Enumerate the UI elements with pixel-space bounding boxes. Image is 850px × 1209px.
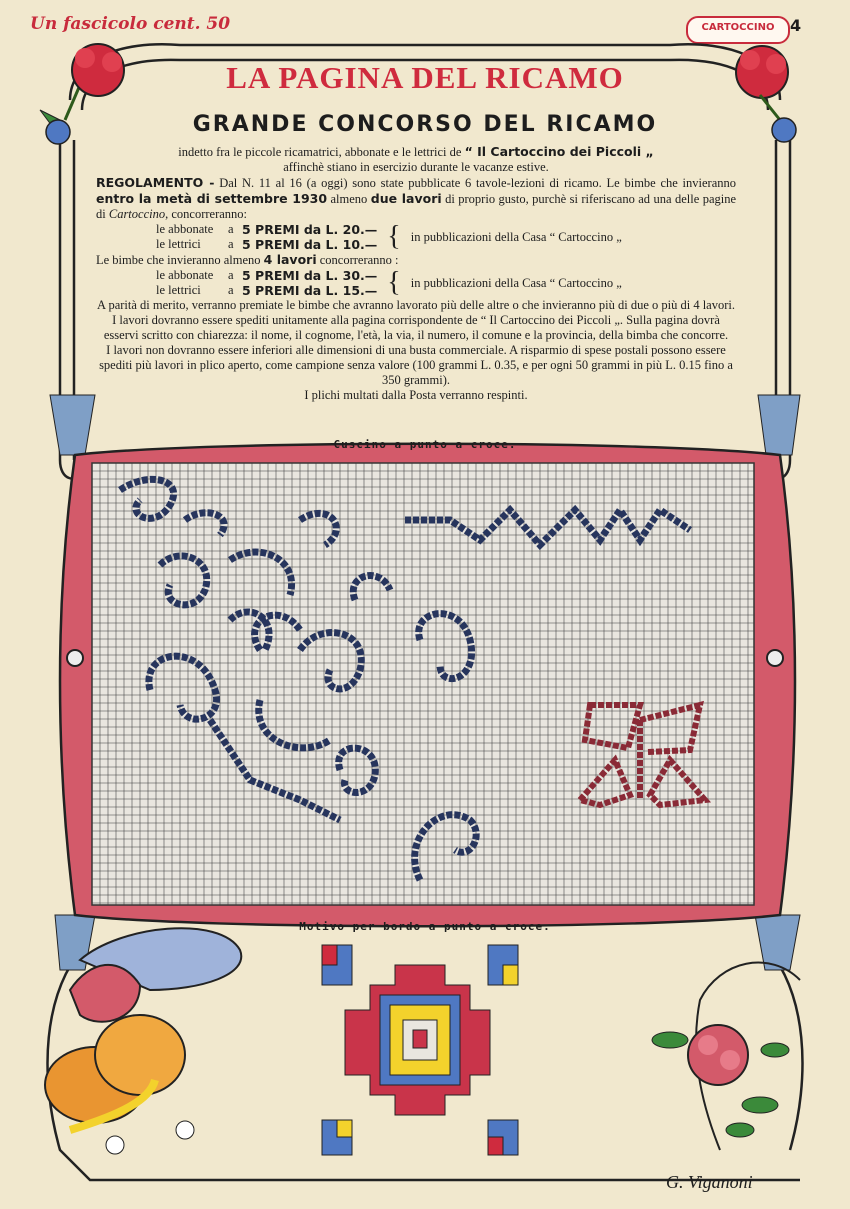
- prize-row-1: [156, 222, 377, 237]
- bimbe-text-1: Le bimbe che invieranno almeno: [96, 253, 261, 267]
- contest-subtitle: GRANDE CONCORSO DEL RICAMO: [192, 112, 658, 137]
- prize-value: 5 PREMI da L. 30.—: [242, 268, 378, 283]
- cartoccino-italic: Cartoccino: [108, 207, 166, 221]
- page-title: LA PAGINA DEL RICAMO: [226, 60, 624, 95]
- lavori-paragraph: I lavori dovranno essere spediti unitamente alla pagina corrispondente de “ Il Cartoccino dei Piccoli „. Sulla pagina dovrà esservi scritto con chiarezza: il nome, il cognome, l'età, la via, il numero, il comune e la provincia, della bimba che concorre.: [103, 313, 729, 342]
- regolamento-paragraph: [96, 175, 736, 222]
- plichi-paragraph: I plichi multati dalla Posta verranno respinti.: [304, 388, 528, 402]
- dimensioni-paragraph: I lavori non dovranno essere inferiori alle dimensioni di una busta commerciale. A risparmio di spese postali possono essere spediti più lavori in plico aperto, come campione senza valore (100 grammi L. 0.35, e per ogni 50 grammi in più L. 0.15 fino a 350 grammi).: [99, 343, 733, 387]
- regolamento-text-2: almeno: [330, 192, 368, 206]
- prize-value: 5 PREMI da L. 10.—: [242, 237, 378, 252]
- pillow: [60, 444, 795, 927]
- regolamento-label: REGOLAMENTO -: [96, 175, 215, 190]
- magazine-name: “ Il Cartoccino dei Piccoli „: [464, 144, 654, 159]
- parita-paragraph: A parità di merito, verranno premiate le bimbe che avranno lavorato più delle altre o che invieranno più di due o più di 4 lavori.: [97, 298, 735, 312]
- prize-value: 5 PREMI da L. 15.—: [242, 283, 378, 298]
- prize-a: a: [228, 222, 234, 236]
- prize-who: le abbonate: [156, 222, 214, 236]
- two-works-text: due lavori: [370, 191, 442, 206]
- regolamento-text-1: Dal N. 11 al 16 (a oggi) sono state pubblicate 6 tavole-lezioni di ricamo. Le bimbe che invieranno: [219, 176, 737, 190]
- intro-text: indetto fra le piccole ricamatrici, abbonate e le lettrici de: [178, 145, 462, 159]
- right-bottom-rose: [652, 963, 800, 1150]
- prizes-group-1: [156, 222, 736, 252]
- prizes-2-list: [156, 268, 377, 298]
- prize-value: 5 PREMI da L. 20.—: [242, 222, 378, 237]
- page-number: 4: [790, 16, 802, 35]
- border-motif: [322, 945, 518, 1155]
- motivo-label: Motivo per bordo a punto a croce.: [299, 920, 551, 933]
- bimbe-4-line: [96, 252, 736, 268]
- prizes-group-2: [156, 268, 736, 298]
- prizes-1-list: [156, 222, 377, 252]
- cuscino-label: Cuscino a punto a croce.: [333, 438, 517, 451]
- prize-who: le lettrici: [156, 283, 201, 297]
- prize-row-3: [156, 268, 377, 283]
- bimbe-text-2: concorreranno :: [319, 253, 399, 267]
- contest-rules: [96, 144, 736, 403]
- intro-line-2: affinchè stiano in esercizio durante le vacanze estive.: [283, 160, 549, 174]
- regolamento-text-4: , concorreranno:: [165, 207, 248, 221]
- fascicolo-price: Un fascicolo cent. 50: [30, 14, 231, 34]
- deadline-text: entro la metà di settembre 1930: [96, 191, 328, 206]
- prizes-note: in pubblicazioni della Casa “ Cartoccino „: [410, 229, 622, 244]
- brace: {: [387, 221, 401, 252]
- intro-line-1: [96, 144, 736, 160]
- prize-who: le abbonate: [156, 268, 214, 282]
- prize-row-2: [156, 237, 377, 252]
- brace: {: [387, 267, 401, 298]
- artist-signature: G. Viganoni: [666, 1172, 753, 1192]
- prize-a: a: [228, 237, 234, 251]
- prize-a: a: [228, 268, 234, 282]
- logo-top-text: CARTOCCINO: [701, 22, 775, 33]
- prize-row-4: [156, 283, 377, 298]
- prize-a: a: [228, 283, 234, 297]
- prize-who: le lettrici: [156, 237, 201, 251]
- prizes-note: in pubblicazioni della Casa “ Cartoccino „: [410, 275, 622, 290]
- regolamento-text-3: di proprio gusto, purchè si riferiscano ad una delle pagine di: [96, 192, 737, 221]
- four-works-text: 4 lavori: [263, 252, 317, 267]
